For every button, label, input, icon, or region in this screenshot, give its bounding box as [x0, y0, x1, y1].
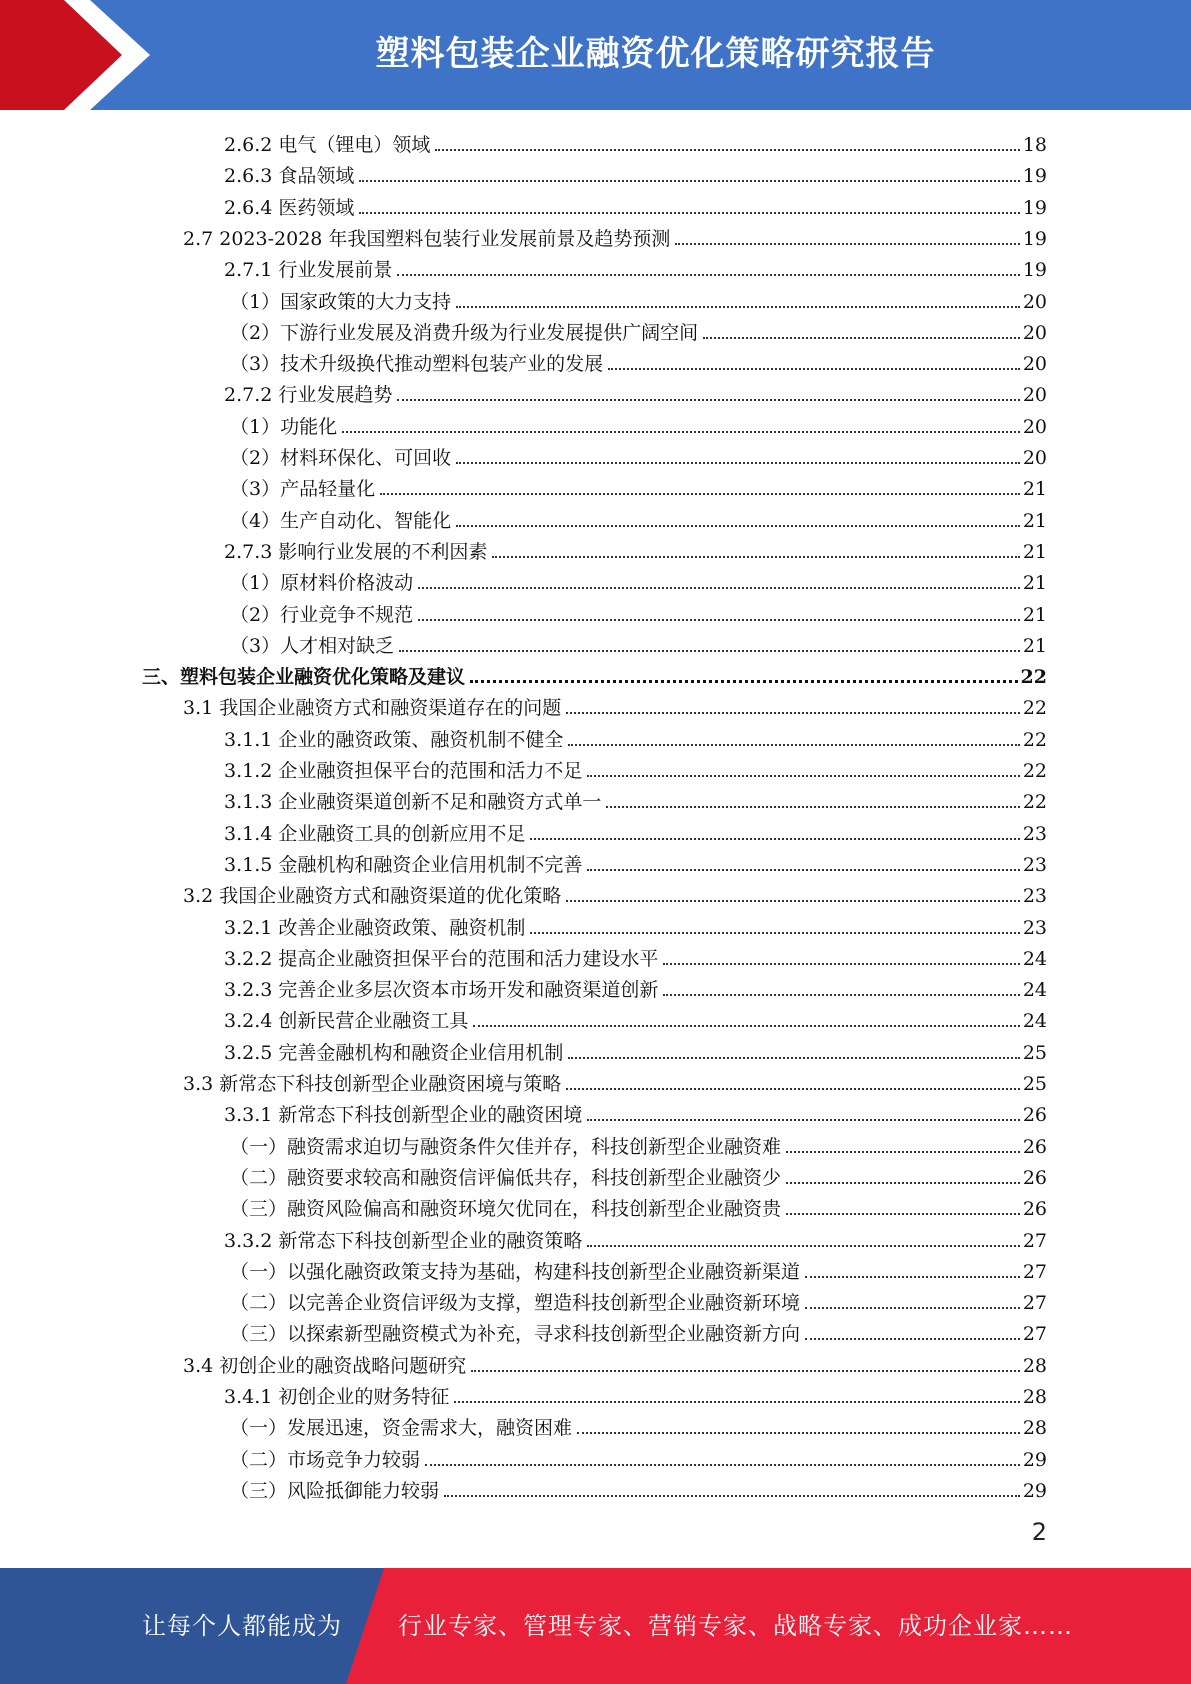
toc-dot-leader: [418, 587, 1020, 589]
toc-entry[interactable]: [230, 503, 1047, 534]
toc-entry[interactable]: [230, 597, 1047, 628]
toc-entry-title: （2）下游行业发展及消费升级为行业发展提供广阔空间: [230, 321, 699, 344]
toc-dot-leader: [456, 462, 1020, 464]
toc-entry[interactable]: [230, 346, 1047, 377]
toc-entry-page: 26: [1022, 1166, 1047, 1189]
toc-entry-page: 20: [1022, 447, 1047, 469]
toc-entry[interactable]: [224, 1003, 1047, 1034]
toc-entry-page: 20: [1022, 415, 1047, 438]
footer-slogan-left: 让每个人都能成为: [142, 1612, 342, 1640]
toc-dot-leader: [805, 1338, 1020, 1340]
toc-dot-leader: [587, 1119, 1019, 1121]
toc-entry-page: 27: [1022, 1323, 1047, 1346]
toc-entry[interactable]: [224, 941, 1047, 972]
toc-entry[interactable]: [230, 284, 1047, 315]
toc-entry-title: （1）国家政策的大力支持: [230, 290, 452, 313]
toc-entry[interactable]: [230, 315, 1047, 346]
toc-entry-title: 3.3 新常态下科技创新型企业融资困境与策略: [183, 1073, 562, 1095]
toc-entry-title: 2.6.3 食品领域: [224, 165, 355, 188]
toc-entry[interactable]: [230, 1316, 1047, 1347]
toc-entry-title: （2）行业竞争不规范: [230, 603, 414, 626]
toc-dot-leader: [805, 1307, 1020, 1309]
toc-entry-title: 3.1.5 金融机构和融资企业信用机制不完善: [224, 853, 583, 876]
toc-dot-leader: [566, 1088, 1020, 1090]
toc-entry-page: 29: [1022, 1448, 1047, 1471]
toc-dot-leader: [530, 838, 1019, 840]
toc-entry-title: 3.1.3 企业融资渠道创新不足和融资方式单一: [224, 791, 602, 814]
toc-entry-page: 28: [1022, 1417, 1047, 1440]
toc-entry-page: 21: [1022, 634, 1047, 657]
toc-dot-leader: [454, 1401, 1019, 1403]
toc-entry-page: 24: [1022, 979, 1047, 1002]
toc-entry[interactable]: [183, 878, 1047, 909]
toc-dot-leader: [359, 180, 1019, 182]
toc-dot-leader: [577, 1432, 1020, 1434]
toc-entry-page: 19: [1022, 259, 1047, 282]
toc-dot-leader: [608, 368, 1020, 370]
toc-entry-page: 23: [1022, 853, 1047, 876]
toc-entry-title: 3.1.1 企业的融资政策、融资机制不健全: [224, 728, 564, 751]
toc-entry-page: 26: [1022, 1198, 1047, 1221]
toc-entry[interactable]: [224, 847, 1047, 878]
toc-entry-page: 21: [1022, 603, 1047, 626]
toc-dot-leader: [397, 399, 1019, 401]
toc-dot-leader: [703, 337, 1020, 339]
toc-dot-leader: [435, 149, 1019, 151]
toc-entry-page: 26: [1022, 1104, 1047, 1127]
toc-dot-leader: [380, 493, 1020, 495]
toc-entry-title: 3.4 初创企业的融资战略问题研究: [183, 1354, 467, 1377]
toc-entry[interactable]: [142, 659, 1047, 690]
toc-entry-title: 2.6.2 电气（锂电）领域: [224, 134, 431, 156]
toc-entry-title: （3）技术升级换代推动塑料包装产业的发展: [230, 353, 604, 376]
toc-entry-page: 18: [1022, 134, 1047, 156]
toc-entry-page: 28: [1022, 1354, 1047, 1377]
toc-entry-title: （一）以强化融资政策支持为基础，构建科技创新型企业融资新渠道: [230, 1260, 801, 1283]
toc-entry-title: （3）产品轻量化: [230, 478, 376, 501]
toc-entry[interactable]: [230, 565, 1047, 596]
toc-dot-leader: [663, 963, 1019, 965]
toc-entry-title: 2.7.2 行业发展趋势: [224, 384, 393, 407]
toc-entry-title: 2.7.1 行业发展前景: [224, 259, 393, 282]
toc-entry-page: 24: [1022, 947, 1047, 970]
toc-dot-leader: [587, 869, 1019, 871]
footer-slogan-right: 行业专家、管理专家、营销专家、战略专家、成功企业家……: [398, 1612, 1073, 1640]
toc-entry[interactable]: [230, 409, 1047, 440]
toc-entry-page: 26: [1022, 1135, 1047, 1158]
toc-entry-page: 28: [1022, 1386, 1047, 1408]
toc-entry-title: 3.4.1 初创企业的财务特征: [224, 1386, 450, 1408]
toc-entry-page: 27: [1022, 1260, 1047, 1283]
toc-entry-title: 2.7 2023-2028 年我国塑料包装行业发展前景及趋势预测: [183, 227, 671, 250]
toc-entry[interactable]: [224, 1035, 1047, 1066]
toc-entry-page: 23: [1022, 822, 1047, 845]
toc-entry-page: 22: [1020, 666, 1047, 689]
toc-entry[interactable]: [230, 1285, 1047, 1316]
toc-entry-title: （一）发展迅速，资金需求大，融资困难: [230, 1417, 573, 1440]
toc-dot-leader: [786, 1151, 1020, 1153]
toc-dot-leader: [470, 680, 1018, 683]
toc-entry[interactable]: [224, 127, 1047, 158]
toc-dot-leader: [566, 712, 1020, 714]
toc-entry-title: 3.2.5 完善金融机构和融资企业信用机制: [224, 1041, 564, 1064]
toc-entry-title: （三）风险抵御能力较弱: [230, 1479, 440, 1502]
toc-entry-page: 23: [1022, 885, 1047, 908]
toc-entry-page: 19: [1022, 165, 1047, 188]
toc-dot-leader: [568, 744, 1019, 746]
toc-entry[interactable]: [183, 1066, 1047, 1097]
toc-dot-leader: [663, 994, 1019, 996]
toc-entry[interactable]: [230, 1129, 1047, 1160]
toc-dot-leader: [456, 306, 1020, 308]
toc-dot-leader: [399, 650, 1020, 652]
toc-entry-page: 22: [1022, 697, 1047, 720]
toc-entry-title: 3.2 我国企业融资方式和融资渠道的优化策略: [183, 885, 562, 908]
toc-entry-title: 2.7.3 影响行业发展的不利因素: [224, 540, 488, 563]
toc-entry-page: 21: [1022, 509, 1047, 532]
toc-entry-title: 3.2.1 改善企业融资政策、融资机制: [224, 916, 526, 939]
toc-dot-leader: [425, 1464, 1020, 1466]
toc-entry[interactable]: [183, 690, 1047, 721]
toc-entry-title: 3.2.3 完善企业多层次资本市场开发和融资渠道创新: [224, 979, 659, 1002]
toc-entry-page: 19: [1022, 196, 1047, 219]
toc-entry-page: 23: [1022, 916, 1047, 939]
toc-entry-page: 27: [1022, 1292, 1047, 1315]
toc-entry-page: 29: [1022, 1479, 1047, 1502]
toc-dot-leader: [397, 274, 1019, 276]
toc-entry-page: 19: [1022, 227, 1047, 250]
toc-entry[interactable]: [224, 252, 1047, 283]
toc-dot-leader: [418, 619, 1020, 621]
toc-entry[interactable]: [230, 1191, 1047, 1222]
toc-entry-page: 20: [1022, 290, 1047, 313]
toc-dot-leader: [473, 1025, 1019, 1027]
toc-entry-page: 22: [1022, 760, 1047, 782]
toc-entry-page: 21: [1022, 540, 1047, 563]
toc-entry-page: 21: [1022, 478, 1047, 501]
toc-entry-title: （3）人才相对缺乏: [230, 634, 395, 657]
toc-entry[interactable]: [224, 972, 1047, 1003]
toc-entry-title: （二）融资要求较高和融资信评偏低共存，科技创新型企业融资少: [230, 1166, 782, 1189]
toc-entry[interactable]: [183, 1348, 1047, 1379]
toc-entry[interactable]: [230, 628, 1047, 659]
toc-entry-title: 3.3.1 新常态下科技创新型企业的融资困境: [224, 1104, 583, 1127]
toc-entry[interactable]: [224, 190, 1047, 221]
toc-entry[interactable]: [224, 753, 1047, 784]
toc-entry-title: 3.1 我国企业融资方式和融资渠道存在的问题: [183, 697, 562, 720]
toc-entry-page: 27: [1022, 1229, 1047, 1252]
toc-dot-leader: [805, 1276, 1020, 1278]
page-number: 2: [1031, 1518, 1047, 1546]
toc-entry-title: 3.2.4 创新民营企业融资工具: [224, 1010, 469, 1033]
toc-entry[interactable]: [224, 1097, 1047, 1128]
toc-entry-page: 20: [1022, 321, 1047, 344]
toc-entry-title: 3.1.4 企业融资工具的创新应用不足: [224, 822, 526, 845]
toc-entry-page: 20: [1022, 384, 1047, 407]
toc-entry[interactable]: [224, 784, 1047, 815]
toc-dot-leader: [786, 1182, 1020, 1184]
toc-entry-page: 20: [1022, 353, 1047, 376]
toc-entry-title: （1）原材料价格波动: [230, 572, 414, 595]
toc-dot-leader: [675, 243, 1019, 245]
toc-entry[interactable]: [224, 158, 1047, 189]
toc-dot-leader: [471, 1370, 1020, 1372]
toc-entry[interactable]: [230, 471, 1047, 502]
toc-dot-leader: [587, 1245, 1019, 1247]
report-footer: [0, 1568, 1191, 1684]
toc-entry[interactable]: [224, 377, 1047, 408]
toc-entry-page: 24: [1022, 1010, 1047, 1033]
toc-entry[interactable]: [224, 816, 1047, 847]
toc-entry[interactable]: [224, 910, 1047, 941]
toc-entry-title: （1）功能化: [230, 415, 338, 438]
toc-dot-leader: [359, 212, 1019, 214]
toc-dot-leader: [568, 1057, 1019, 1059]
toc-entry[interactable]: [230, 440, 1047, 471]
toc-entry[interactable]: [230, 1442, 1047, 1473]
toc-entry-title: （二）以完善企业资信评级为支撑，塑造科技创新型企业融资新环境: [230, 1292, 801, 1315]
toc-entry-title: （三）以探索新型融资模式为补充，寻求科技创新型企业融资新方向: [230, 1323, 801, 1346]
toc-entry-title: 3.2.2 提高企业融资担保平台的范围和活力建设水平: [224, 947, 659, 970]
toc-entry[interactable]: [224, 722, 1047, 753]
toc-entry[interactable]: [224, 534, 1047, 565]
toc-entry-page: 25: [1022, 1073, 1047, 1095]
toc-entry-page: 22: [1022, 728, 1047, 751]
toc-dot-leader: [444, 1495, 1020, 1497]
toc-entry[interactable]: [230, 1254, 1047, 1285]
toc-entry-page: 22: [1022, 791, 1047, 814]
toc-entry-title: （二）市场竞争力较弱: [230, 1448, 421, 1471]
toc-entry[interactable]: [230, 1410, 1047, 1441]
toc-entry-title: 3.3.2 新常态下科技创新型企业的融资策略: [224, 1229, 583, 1252]
toc-entry-title: 3.1.2 企业融资担保平台的范围和活力不足: [224, 760, 583, 782]
toc-dot-leader: [342, 431, 1020, 433]
toc-entry-title: （4）生产自动化、智能化: [230, 509, 452, 532]
toc-entry-title: 2.6.4 医药领域: [224, 196, 355, 219]
toc-dot-leader: [566, 900, 1020, 902]
toc-dot-leader: [606, 806, 1019, 808]
toc-dot-leader: [492, 556, 1019, 558]
toc-entry[interactable]: [224, 1223, 1047, 1254]
toc-entry[interactable]: [230, 1160, 1047, 1191]
toc-dot-leader: [530, 932, 1019, 934]
toc-entry-title: （2）材料环保化、可回收: [230, 447, 452, 469]
toc-entry-page: 25: [1022, 1041, 1047, 1064]
toc-dot-leader: [587, 775, 1019, 777]
toc-entry-title: （一）融资需求迫切与融资条件欠佳并存，科技创新型企业融资难: [230, 1135, 782, 1158]
toc-entry[interactable]: [230, 1473, 1047, 1504]
report-header: [0, 0, 1191, 110]
toc-entry[interactable]: [183, 221, 1047, 252]
toc-dot-leader: [456, 525, 1020, 527]
toc-entry-title: （三）融资风险偏高和融资环境欠优同在，科技创新型企业融资贵: [230, 1198, 782, 1221]
toc-entry-page: 21: [1022, 572, 1047, 595]
report-title: 塑料包装企业融资优化策略研究报告: [375, 34, 936, 74]
toc-entry-title: 三、塑料包装企业融资优化策略及建议: [142, 666, 466, 689]
toc-entry[interactable]: [224, 1379, 1047, 1410]
toc-dot-leader: [786, 1213, 1020, 1215]
